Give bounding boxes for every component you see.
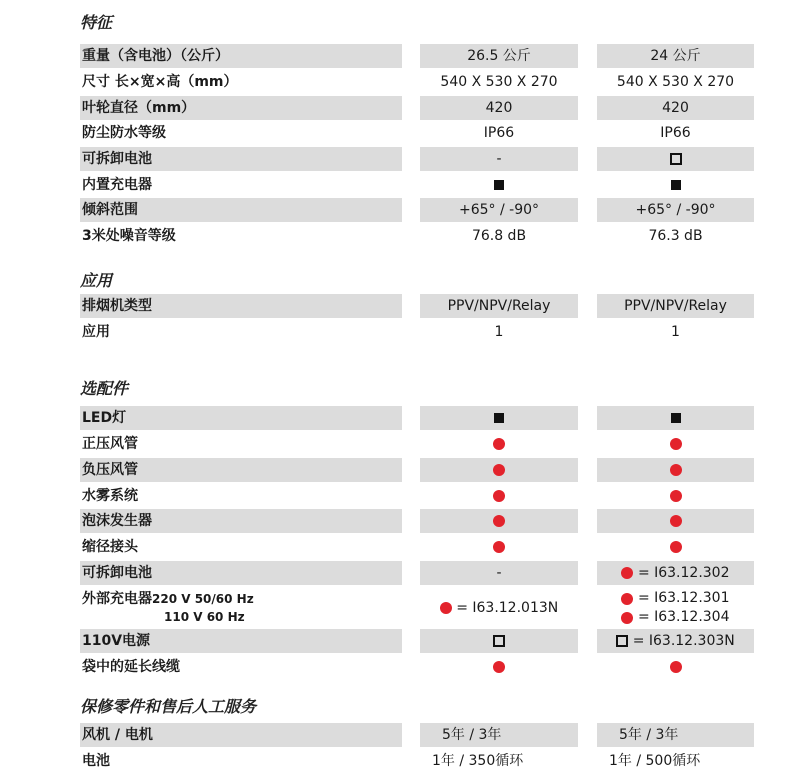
model1-value: IP66 [483, 125, 515, 141]
model1-value: 26.5 公斤 [420, 44, 578, 68]
red-dot-icon [670, 515, 682, 527]
red-dot-icon [621, 612, 633, 624]
row-label: 水雾系统 [82, 488, 138, 504]
model1-value [420, 432, 578, 456]
model1-value [420, 406, 578, 430]
table-row-impeller [0, 96, 790, 120]
red-dot-icon [493, 661, 505, 673]
table-row-built-in-charger [0, 173, 790, 197]
model1-value: 5年 / 3年 [420, 723, 578, 747]
square-empty-icon [493, 635, 505, 647]
model2-value: +65° / -90° [597, 198, 754, 222]
section-title-features: 特征 [80, 13, 113, 32]
table-row-application [0, 320, 790, 344]
square-empty-icon [670, 153, 682, 165]
row-label: 缩径接头 [82, 539, 138, 555]
model1-value [420, 173, 578, 197]
part-code: = I63.12.301 [637, 590, 730, 606]
model2-value: 24 公斤 [597, 44, 754, 68]
model1-value: - [420, 147, 578, 171]
table-row-ip-rating [0, 121, 790, 145]
charger-voltage-220: 220 V 50/60 Hz [152, 592, 254, 606]
model2-value [597, 535, 754, 559]
red-dot-icon [493, 541, 505, 553]
table-row-negative-duct [0, 458, 790, 482]
model2-value: IP66 [660, 125, 691, 141]
model1-value: 76.8 dB [471, 228, 527, 244]
red-dot-icon [670, 661, 682, 673]
row-label: 电池 [82, 753, 110, 769]
red-dot-icon [621, 593, 633, 605]
row-label: 叶轮直径（mm） [80, 96, 402, 120]
square-filled-icon [671, 180, 681, 190]
red-dot-icon [670, 464, 682, 476]
table-row-tilt-range [0, 198, 790, 222]
model2-value [597, 655, 754, 679]
model2-value: 5年 / 3年 [597, 723, 754, 747]
table-row-weight [0, 44, 790, 68]
table-row-removable-battery [0, 147, 790, 171]
model2-value [597, 484, 754, 508]
row-label: 可拆卸电池 [80, 561, 402, 585]
model1-value: - [420, 561, 578, 585]
red-dot-icon [493, 464, 505, 476]
model2-value [597, 509, 754, 533]
table-row-external-charger [0, 587, 790, 629]
row-label: 正压风管 [82, 436, 138, 452]
table-row-water-mist [0, 484, 790, 508]
part-code: = I63.12.302 [637, 565, 730, 581]
model1-value: 540 X 530 X 270 [440, 74, 558, 90]
model2-value [597, 561, 754, 585]
row-label: 外部充电器 [82, 591, 152, 607]
model1-value [420, 587, 578, 629]
red-dot-icon [493, 515, 505, 527]
table-row-led-light [0, 406, 790, 430]
model2-value [597, 432, 754, 456]
row-label: 重量（含电池）（公斤） [80, 44, 402, 68]
row-label: 风机 / 电机 [80, 723, 402, 747]
model1-value: 1 [494, 324, 504, 340]
red-dot-icon [493, 438, 505, 450]
model2-value [597, 147, 754, 171]
table-row-removable-battery-accessory [0, 561, 790, 585]
row-label: 排烟机类型 [80, 294, 402, 318]
red-dot-icon [440, 602, 452, 614]
section-title-application: 应用 [80, 271, 113, 290]
row-label: 可拆卸电池 [80, 147, 402, 171]
model1-value: 420 [420, 96, 578, 120]
square-filled-icon [671, 413, 681, 423]
red-dot-icon [493, 490, 505, 502]
row-label: 泡沫发生器 [80, 509, 402, 533]
row-label: 倾斜范围 [80, 198, 402, 222]
table-row-battery-warranty [0, 749, 790, 773]
row-label: 负压风管 [80, 458, 402, 482]
table-row-fan-type [0, 294, 790, 318]
table-row-110v-power [0, 629, 790, 653]
part-code: = I63.12.013N [456, 600, 559, 616]
model1-value [420, 535, 578, 559]
model1-value [420, 509, 578, 533]
model2-value [597, 629, 754, 653]
model2-value: 540 X 530 X 270 [616, 74, 735, 90]
row-label: 尺寸 长×宽×高（mm） [82, 74, 238, 90]
model2-value: 76.3 dB [648, 228, 703, 244]
model1-value: PPV/NPV/Relay [420, 294, 578, 318]
section-title-service: 保修零件和售后人工服务 [80, 697, 257, 716]
model2-value: 1 [671, 324, 680, 340]
red-dot-icon [670, 438, 682, 450]
model1-value [420, 484, 578, 508]
part-code: = I63.12.303N [632, 633, 735, 649]
row-label: LED灯 [80, 406, 402, 430]
square-filled-icon [494, 413, 504, 423]
row-label: 110V电源 [80, 629, 402, 653]
row-label: 袋中的延长线缆 [82, 659, 180, 675]
table-row-foam-generator [0, 509, 790, 533]
model1-value [420, 458, 578, 482]
red-dot-icon [670, 541, 682, 553]
table-row-positive-duct [0, 432, 790, 456]
red-dot-icon [621, 567, 633, 579]
model2-value: 1年 / 500循环 [609, 753, 701, 769]
model2-value [597, 173, 754, 197]
square-empty-icon [616, 635, 628, 647]
model1-value [420, 629, 578, 653]
table-row-dimensions [0, 70, 790, 94]
table-row-noise [0, 224, 790, 248]
part-code: = I63.12.304 [637, 609, 730, 625]
model2-value [597, 458, 754, 482]
row-label: 内置充电器 [82, 177, 152, 193]
model2-value [597, 587, 754, 631]
section-title-accessories: 选配件 [80, 379, 129, 398]
red-dot-icon [670, 490, 682, 502]
row-label: 防尘防水等级 [82, 125, 166, 141]
table-row-extension-cable [0, 655, 790, 679]
model1-value: +65° / -90° [420, 198, 578, 222]
model2-value: 420 [597, 96, 754, 120]
row-label-group [80, 587, 402, 629]
table-row-reducer [0, 535, 790, 559]
row-label: 3米处噪音等级 [82, 228, 176, 244]
table-row-fan-motor-warranty [0, 723, 790, 747]
row-label: 应用 [82, 324, 110, 340]
model2-value: PPV/NPV/Relay [597, 294, 754, 318]
charger-voltage-110: 110 V 60 Hz [164, 610, 245, 624]
model1-value [420, 655, 578, 679]
model2-value [597, 406, 754, 430]
model1-value: 1年 / 350循环 [432, 753, 524, 769]
square-filled-icon [494, 180, 504, 190]
